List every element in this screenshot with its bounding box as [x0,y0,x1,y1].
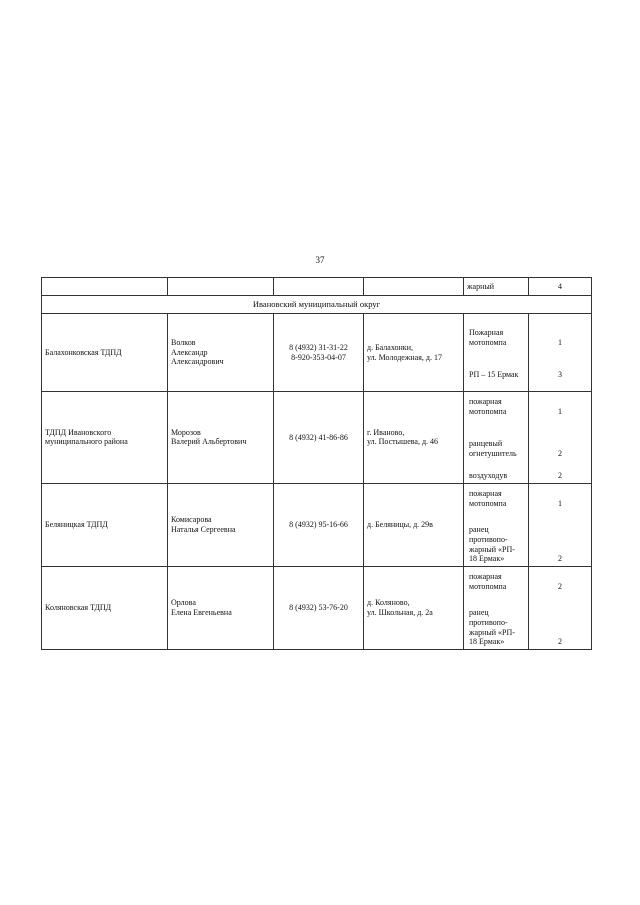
address [364,483,464,566]
brigade-row [42,566,592,649]
quantity-cell [529,483,592,566]
head-name-line: Наталья Сергеевна [171,524,236,534]
equipment-item-line: Пожарная [469,328,504,338]
equipment-item-line: мотопомпа [469,498,507,508]
equipment-item-line: жарный «РП- [469,544,515,554]
head-name-line: Елена Евгеньевна [171,607,232,617]
equipment-item [467,439,525,458]
equipment-item-line: пожарная [469,572,502,582]
quantity-cell: 4 [529,278,592,296]
equipment-item-line: 18 Ермак» [469,637,505,647]
address [364,392,464,484]
equipment-item [467,525,525,563]
brigade-name-line: Балахонковская ТДПД [45,347,122,357]
equipment-item-line: ранец [469,525,489,535]
equipment-item-line: ранцевый [469,439,503,449]
head-name-line: Александр [171,347,208,357]
equipment-item [467,397,525,416]
phone-numbers [274,566,364,649]
continued-row [42,278,592,296]
brigade-row [42,314,592,392]
equipment-quantity: 1 [558,337,562,347]
phone-numbers [274,483,364,566]
head-name-line: Александрович [171,357,224,367]
empty-cell [274,278,364,296]
equipment-quantity: 2 [558,637,562,647]
equipment-item-line: противопо- [469,534,508,544]
brigade-name-line: муниципального района [45,437,128,447]
page-number: 37 [315,255,325,265]
head-name-line: Волков [171,338,196,348]
brigade-name-line: Беляницкая ТДПД [45,520,108,530]
equipment-quantity: 2 [558,448,562,458]
address-line: ул. Постышева, д. 46 [367,437,439,447]
head-name [168,483,274,566]
brigade-row [42,483,592,566]
brigade-name [42,566,168,649]
address-line: г. Иваново, [367,427,405,437]
brigade-name [42,483,168,566]
equipment-item [467,471,525,481]
table-body [42,278,592,650]
section-title: Ивановский муниципальный округ [42,296,592,314]
address-line: д. Беляницы, д. 29в [367,520,433,530]
equipment-item [467,370,525,380]
brigade-name [42,392,168,484]
phone-numbers-line: 8 (4932) 95-16-66 [289,520,348,530]
address-line: ул. Школьная, д. 2а [367,607,433,617]
brigade-name [42,314,168,392]
equipment-cell [464,392,529,484]
section-header-row [42,296,592,314]
phone-numbers-line: 8 (4932) 41-86-86 [289,432,348,442]
equipment-item-line: огнетушитель [469,448,517,458]
equipment-item-line: противопо- [469,617,508,627]
quantity-cell [529,392,592,484]
brigade-name-line: ТДПД Ивановского [45,427,112,437]
equipment-item-line: 18 Ермак» [469,554,505,564]
fire-brigades-table [41,277,592,650]
equipment-cell [464,483,529,566]
equipment-item-line: мотопомпа [469,337,507,347]
equipment-item-line: РП – 15 Ермак [469,370,519,380]
address [364,314,464,392]
address [364,566,464,649]
equipment-item-line: жарный «РП- [469,627,515,637]
quantity-cell [529,566,592,649]
head-name-line: Орлова [171,598,196,608]
head-name [168,314,274,392]
phone-numbers [274,392,364,484]
equipment-item-line: ранец [469,608,489,618]
empty-cell [168,278,274,296]
equipment-item [467,572,525,591]
head-name [168,566,274,649]
empty-cell [42,278,168,296]
quantity-cell [529,314,592,392]
head-name [168,392,274,484]
equipment-quantity: 3 [558,370,562,380]
equipment-item [467,608,525,646]
equipment-quantity: 2 [558,471,562,481]
head-name-line: Морозов [171,427,201,437]
equipment-quantity: 1 [558,498,562,508]
equipment-item-line: воздуходув [469,471,508,481]
equipment-item-line: мотопомпа [469,581,507,591]
equipment-cell [464,566,529,649]
phone-numbers-line: 8 (4932) 31-31-22 [289,342,348,352]
brigade-row [42,392,592,484]
equipment-item [467,489,525,508]
head-name-line: Валерий Альбертович [171,437,247,447]
phone-numbers-line: 8-920-353-04-07 [291,352,346,362]
equipment-quantity: 2 [558,554,562,564]
equipment-item [467,328,525,347]
address-line: ул. Молодежная, д. 17 [367,352,442,362]
empty-cell [364,278,464,296]
brigade-name-line: Коляновская ТДПД [45,603,112,613]
equipment-item-line: пожарная [469,489,502,499]
equipment-quantity: 2 [558,581,562,591]
equipment-cell: жарный [464,278,529,296]
phone-numbers [274,314,364,392]
phone-numbers-line: 8 (4932) 53-76-20 [289,603,348,613]
equipment-cell [464,314,529,392]
head-name-line: Комисарова [171,515,212,525]
equipment-item-line: пожарная [469,397,502,406]
address-line: д. Балахонки, [367,342,413,352]
equipment-item-line: мотопомпа [469,406,507,416]
equipment-quantity: 1 [558,406,562,416]
address-line: д. Коляново, [367,598,410,608]
